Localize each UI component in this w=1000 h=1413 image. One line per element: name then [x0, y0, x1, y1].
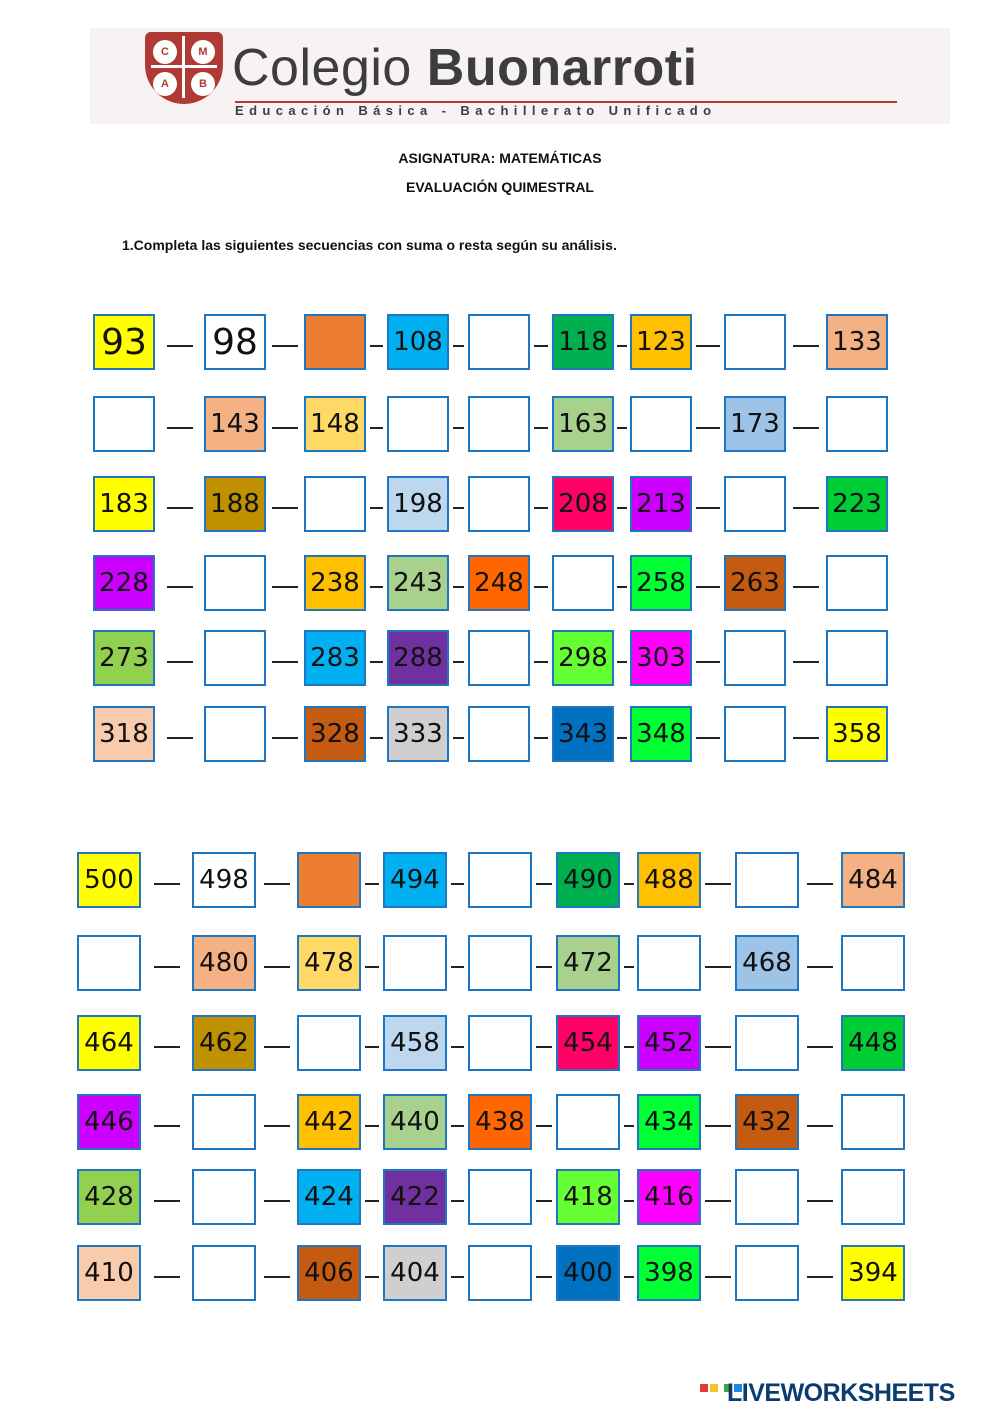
sequence-number: 446 — [77, 1094, 141, 1150]
sequence-dash — [807, 1046, 833, 1048]
sequence-number: 143 — [204, 396, 266, 452]
sequence-dash — [154, 1200, 180, 1202]
school-tagline: Educación Básica - Bachillerato Unificado — [235, 103, 717, 118]
sequence-number: 484 — [841, 852, 905, 908]
sequence-dash — [624, 966, 634, 968]
sequence-dash — [534, 661, 548, 663]
sequence-dash — [264, 883, 290, 885]
answer-box[interactable] — [735, 852, 799, 908]
sequence-dash — [365, 883, 379, 885]
sequence-dash — [536, 1046, 552, 1048]
sequence-dash — [272, 507, 298, 509]
sequence-number: 243 — [387, 555, 449, 611]
sequence-dash — [370, 427, 383, 429]
sequence-number: 398 — [637, 1245, 701, 1301]
sequence-dash — [696, 586, 720, 588]
sequence-dash — [534, 345, 548, 347]
evaluation-title: EVALUACIÓN QUIMESTRAL — [406, 179, 594, 195]
sequence-dash — [793, 737, 819, 739]
sequence-dash — [451, 1125, 464, 1127]
sequence-number: 410 — [77, 1245, 141, 1301]
sequence-dash — [624, 883, 634, 885]
sequence-dash — [705, 966, 731, 968]
answer-box[interactable] — [204, 630, 266, 686]
school-name-light: Colegio — [232, 39, 412, 97]
sequence-dash — [365, 966, 379, 968]
crest-cross-vertical — [182, 36, 185, 98]
logo-square — [710, 1384, 718, 1392]
sequence-number: 258 — [630, 555, 692, 611]
sequence-number: 440 — [383, 1094, 447, 1150]
sequence-number: 118 — [552, 314, 614, 370]
crest-letter: C — [153, 40, 177, 64]
sequence-number: 488 — [637, 852, 701, 908]
sequence-dash — [451, 1276, 464, 1278]
answer-box[interactable] — [735, 1015, 799, 1071]
sequence-dash — [705, 1046, 731, 1048]
answer-box[interactable] — [468, 1245, 532, 1301]
answer-box[interactable] — [468, 630, 530, 686]
logo-square — [700, 1384, 708, 1392]
sequence-dash — [272, 345, 298, 347]
sequence-number: 404 — [383, 1245, 447, 1301]
answer-box — [304, 314, 366, 370]
sequence-number: 418 — [556, 1169, 620, 1225]
answer-box[interactable] — [77, 935, 141, 991]
sequence-number: 93 — [93, 314, 155, 370]
sequence-dash — [154, 1125, 180, 1127]
sequence-number: 263 — [724, 555, 786, 611]
answer-box[interactable] — [204, 706, 266, 762]
liveworksheets-brand: LIVEWORKSHEETS — [727, 1379, 955, 1407]
sequence-dash — [154, 1276, 180, 1278]
sequence-dash — [536, 1200, 552, 1202]
sequence-number: 468 — [735, 935, 799, 991]
answer-box[interactable] — [192, 1094, 256, 1150]
answer-box[interactable] — [468, 706, 530, 762]
answer-box[interactable] — [724, 630, 786, 686]
sequence-dash — [453, 586, 464, 588]
answer-box[interactable] — [724, 314, 786, 370]
sequence-dash — [617, 661, 627, 663]
answer-box[interactable] — [387, 396, 449, 452]
sequence-number: 333 — [387, 706, 449, 762]
sequence-dash — [264, 1125, 290, 1127]
answer-box — [297, 852, 361, 908]
sequence-dash — [536, 966, 552, 968]
sequence-number: 406 — [297, 1245, 361, 1301]
sequence-number: 400 — [556, 1245, 620, 1301]
sequence-dash — [264, 966, 290, 968]
sequence-dash — [534, 586, 548, 588]
sequence-dash — [264, 1046, 290, 1048]
sequence-dash — [705, 883, 731, 885]
sequence-number: 500 — [77, 852, 141, 908]
sequence-dash — [696, 737, 720, 739]
answer-box[interactable] — [637, 935, 701, 991]
sequence-number: 183 — [93, 476, 155, 532]
answer-box[interactable] — [468, 852, 532, 908]
answer-box[interactable] — [735, 1169, 799, 1225]
crest-letter: A — [153, 72, 177, 96]
sequence-dash — [264, 1200, 290, 1202]
answer-box[interactable] — [630, 396, 692, 452]
sequence-number: 288 — [387, 630, 449, 686]
answer-box[interactable] — [304, 476, 366, 532]
sequence-number: 490 — [556, 852, 620, 908]
sequence-number: 303 — [630, 630, 692, 686]
sequence-dash — [453, 661, 464, 663]
sequence-dash — [370, 345, 383, 347]
sequence-dash — [154, 966, 180, 968]
sequence-dash — [696, 345, 720, 347]
sequence-number: 424 — [297, 1169, 361, 1225]
sequence-number: 454 — [556, 1015, 620, 1071]
answer-box[interactable] — [826, 630, 888, 686]
sequence-dash — [167, 661, 193, 663]
sequence-number: 464 — [77, 1015, 141, 1071]
sequence-dash — [272, 427, 298, 429]
sequence-dash — [370, 507, 383, 509]
answer-box[interactable] — [468, 396, 530, 452]
sequence-number: 432 — [735, 1094, 799, 1150]
answer-box[interactable] — [468, 1169, 532, 1225]
sequence-dash — [154, 883, 180, 885]
sequence-number: 422 — [383, 1169, 447, 1225]
answer-box[interactable] — [192, 1169, 256, 1225]
sequence-number: 472 — [556, 935, 620, 991]
sequence-dash — [167, 507, 193, 509]
sequence-dash — [807, 1125, 833, 1127]
sequence-dash — [370, 737, 383, 739]
sequence-number: 173 — [724, 396, 786, 452]
sequence-number: 462 — [192, 1015, 256, 1071]
sequence-dash — [451, 1046, 464, 1048]
answer-box[interactable] — [556, 1094, 620, 1150]
sequence-number: 448 — [841, 1015, 905, 1071]
sequence-dash — [272, 737, 298, 739]
answer-box[interactable] — [841, 935, 905, 991]
sequence-dash — [793, 345, 819, 347]
sequence-dash — [451, 1200, 464, 1202]
sequence-number: 428 — [77, 1169, 141, 1225]
crest-letter: M — [191, 40, 215, 64]
sequence-number: 478 — [297, 935, 361, 991]
sequence-dash — [793, 586, 819, 588]
sequence-dash — [365, 1200, 379, 1202]
sequence-dash — [154, 1046, 180, 1048]
sequence-dash — [696, 507, 720, 509]
sequence-dash — [536, 1276, 552, 1278]
sequence-number: 438 — [468, 1094, 532, 1150]
sequence-dash — [624, 1046, 634, 1048]
sequence-dash — [696, 661, 720, 663]
sequence-dash — [167, 345, 193, 347]
sequence-number: 238 — [304, 555, 366, 611]
answer-box[interactable] — [724, 476, 786, 532]
sequence-number: 283 — [304, 630, 366, 686]
sequence-dash — [167, 427, 193, 429]
sequence-number: 416 — [637, 1169, 701, 1225]
instruction-text: 1.Completa las siguientes secuencias con suma o resta según su análisis. — [122, 237, 617, 253]
answer-box[interactable] — [93, 396, 155, 452]
sequence-number: 394 — [841, 1245, 905, 1301]
sequence-number: 228 — [93, 555, 155, 611]
sequence-dash — [534, 737, 548, 739]
sequence-dash — [696, 427, 720, 429]
sequence-number: 223 — [826, 476, 888, 532]
sequence-dash — [793, 507, 819, 509]
sequence-dash — [807, 1276, 833, 1278]
subject-title: ASIGNATURA: MATEMÁTICAS — [398, 150, 602, 166]
sequence-number: 480 — [192, 935, 256, 991]
sequence-dash — [365, 1276, 379, 1278]
sequence-dash — [370, 586, 383, 588]
sequence-dash — [272, 661, 298, 663]
sequence-number: 163 — [552, 396, 614, 452]
sequence-dash — [617, 586, 627, 588]
sequence-dash — [272, 586, 298, 588]
sequence-dash — [365, 1125, 379, 1127]
answer-box[interactable] — [735, 1245, 799, 1301]
sequence-dash — [534, 507, 548, 509]
sequence-dash — [453, 737, 464, 739]
sequence-number: 123 — [630, 314, 692, 370]
sequence-number: 452 — [637, 1015, 701, 1071]
sequence-dash — [624, 1276, 634, 1278]
sequence-number: 442 — [297, 1094, 361, 1150]
sequence-dash — [617, 507, 627, 509]
answer-box[interactable] — [841, 1169, 905, 1225]
answer-box[interactable] — [468, 935, 532, 991]
crest-letter: B — [191, 72, 215, 96]
sequence-number: 498 — [192, 852, 256, 908]
sequence-dash — [365, 1046, 379, 1048]
sequence-number: 148 — [304, 396, 366, 452]
sequence-dash — [617, 427, 627, 429]
school-name-bold: Buonarroti — [426, 39, 698, 97]
sequence-number: 494 — [383, 852, 447, 908]
sequence-number: 133 — [826, 314, 888, 370]
sequence-number: 198 — [387, 476, 449, 532]
sequence-dash — [167, 586, 193, 588]
sequence-dash — [453, 345, 464, 347]
sequence-dash — [453, 507, 464, 509]
sequence-number: 458 — [383, 1015, 447, 1071]
sequence-dash — [624, 1200, 634, 1202]
sequence-number: 213 — [630, 476, 692, 532]
answer-box[interactable] — [468, 1015, 532, 1071]
sequence-dash — [453, 427, 464, 429]
sequence-dash — [451, 966, 464, 968]
sequence-dash — [705, 1200, 731, 1202]
answer-box[interactable] — [552, 555, 614, 611]
sequence-number: 298 — [552, 630, 614, 686]
sequence-number: 343 — [552, 706, 614, 762]
sequence-number: 98 — [204, 314, 266, 370]
answer-box[interactable] — [383, 935, 447, 991]
answer-box[interactable] — [297, 1015, 361, 1071]
sequence-number: 188 — [204, 476, 266, 532]
answer-box[interactable] — [724, 706, 786, 762]
sequence-number: 248 — [468, 555, 530, 611]
sequence-number: 348 — [630, 706, 692, 762]
sequence-dash — [534, 427, 548, 429]
sequence-dash — [617, 737, 627, 739]
answer-box[interactable] — [826, 555, 888, 611]
sequence-dash — [793, 427, 819, 429]
sequence-dash — [536, 883, 552, 885]
sequence-number: 328 — [304, 706, 366, 762]
sequence-number: 108 — [387, 314, 449, 370]
sequence-dash — [807, 1200, 833, 1202]
sequence-dash — [807, 883, 833, 885]
answer-box[interactable] — [468, 314, 530, 370]
answer-box[interactable] — [826, 396, 888, 452]
sequence-dash — [617, 345, 627, 347]
sequence-dash — [624, 1125, 634, 1127]
sequence-number: 273 — [93, 630, 155, 686]
sequence-number: 434 — [637, 1094, 701, 1150]
sequence-dash — [370, 661, 383, 663]
answer-box[interactable] — [468, 476, 530, 532]
answer-box[interactable] — [841, 1094, 905, 1150]
sequence-dash — [705, 1276, 731, 1278]
sequence-dash — [807, 966, 833, 968]
sequence-dash — [793, 661, 819, 663]
sequence-dash — [264, 1276, 290, 1278]
answer-box[interactable] — [204, 555, 266, 611]
school-name — [232, 38, 698, 98]
sequence-dash — [705, 1125, 731, 1127]
sequence-number: 208 — [552, 476, 614, 532]
answer-box[interactable] — [192, 1245, 256, 1301]
sequence-number: 358 — [826, 706, 888, 762]
sequence-dash — [451, 883, 464, 885]
sequence-dash — [536, 1125, 552, 1127]
sequence-dash — [167, 737, 193, 739]
sequence-number: 318 — [93, 706, 155, 762]
